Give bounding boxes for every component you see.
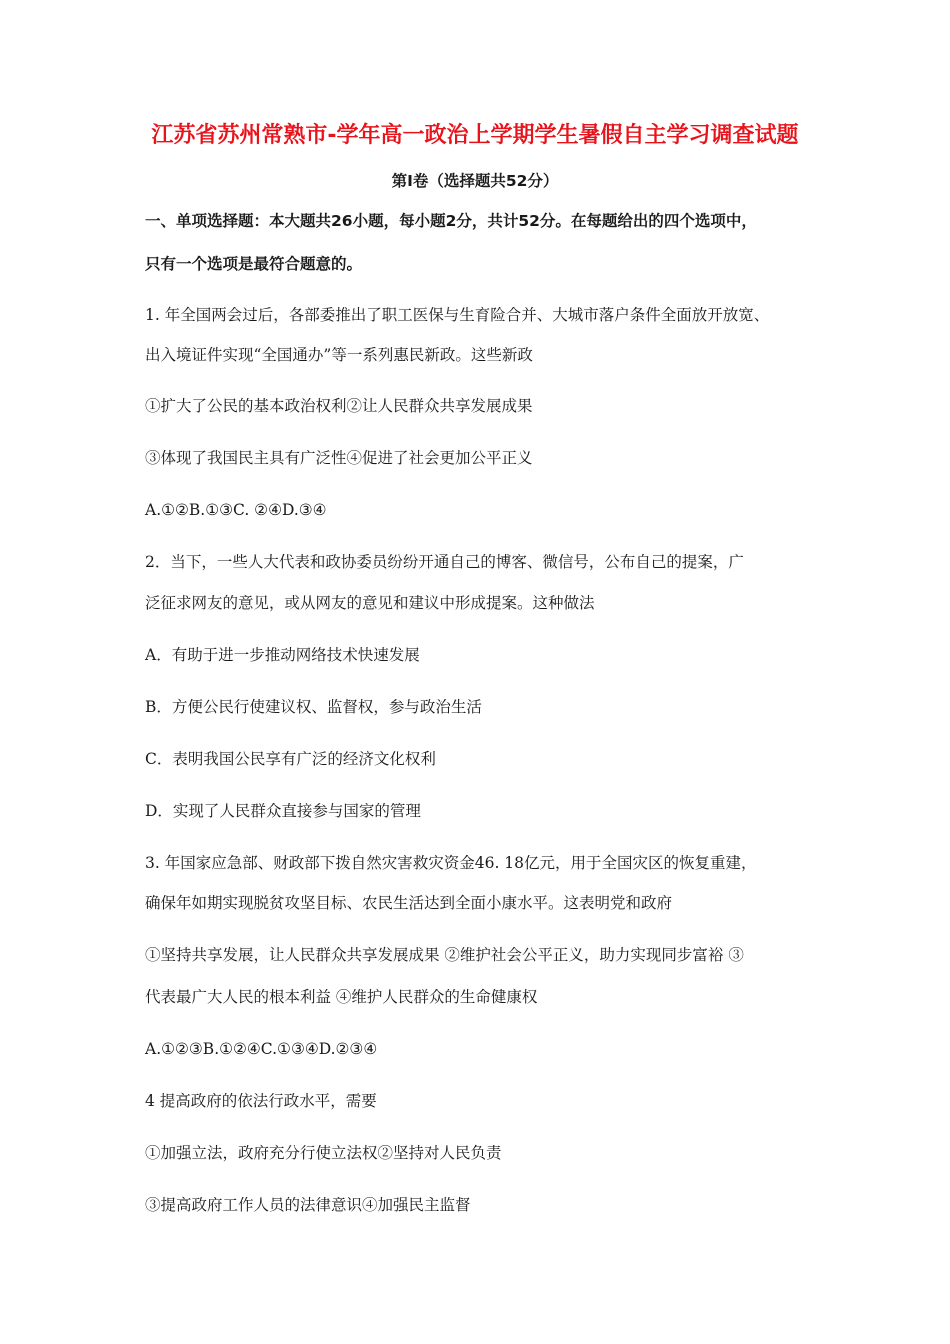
q1-statement-1: ①扩大了公民的基本政治权利②让人民群众共享发展成果 [145, 397, 533, 415]
q3-statement-1: ①坚持共享发展，让人民群众共享发展成果 ②维护社会公平正义，助力实现同步富裕 ③ [145, 946, 744, 964]
instructions-line-1: 一、单项选择题：本大题共26小题，每小题2分，共计52分。在每题给出的四个选项中， [145, 212, 757, 230]
q4-statement-1: ①加强立法，政府充分行使立法权②坚持对人民负责 [145, 1144, 502, 1162]
q1-options: A.①②B.①③C. ②④D.③④ [145, 501, 327, 519]
q3-stem-line-2: 确保年如期实现脱贫攻坚目标、农民生活达到全面小康水平。这表明党和政府 [145, 894, 673, 912]
q1-statement-2: ③体现了我国民主具有广泛性④促进了社会更加公平正义 [145, 449, 533, 467]
q1-stem-line-2: 出入境证件实现“全国通办”等一系列惠民新政。这些新政 [145, 346, 533, 364]
q2-stem-line-2: 泛征求网友的意见，或从网友的意见和建议中形成提案。这种做法 [145, 594, 595, 612]
q4-stem: 4 提高政府的依法行政水平，需要 [145, 1092, 377, 1110]
q2-option-d: D．实现了人民群众直接参与国家的管理 [145, 802, 421, 820]
q3-stem-line-1: 3. 年国家应急部、财政部下拨自然灾害救灾资金46. 18亿元，用于全国灾区的恢复重建， [145, 854, 757, 872]
section-title: 第Ⅰ卷（选择题共52分） [391, 172, 559, 190]
q2-option-c: C．表明我国公民享有广泛的经济文化权利 [145, 750, 436, 768]
q2-option-a: A．有助于进一步推动网络技术快速发展 [145, 646, 420, 664]
q4-statement-2: ③提高政府工作人员的法律意识④加强民主监督 [145, 1196, 471, 1214]
instructions-line-2: 只有一个选项是最符合题意的。 [145, 255, 363, 273]
q2-stem-line-1: 2．当下，一些人大代表和政协委员纷纷开通自己的博客、微信号，公布自己的提案，广 [145, 553, 744, 571]
q3-statement-2: 代表最广大人民的根本利益 ④维护人民群众的生命健康权 [145, 988, 538, 1006]
document-title: 江苏省苏州常熟市-学年高一政治上学期学生暑假自主学习调查试题 [151, 123, 799, 148]
q2-option-b: B．方便公民行使建议权、监督权，参与政治生活 [145, 698, 482, 716]
q1-stem-line-1: 1. 年全国两会过后，各部委推出了职工医保与生育险合并、大城市落户条件全面放开放宽、 [145, 306, 770, 324]
q3-options: A.①②③B.①②④C.①③④D.②③④ [145, 1040, 378, 1058]
